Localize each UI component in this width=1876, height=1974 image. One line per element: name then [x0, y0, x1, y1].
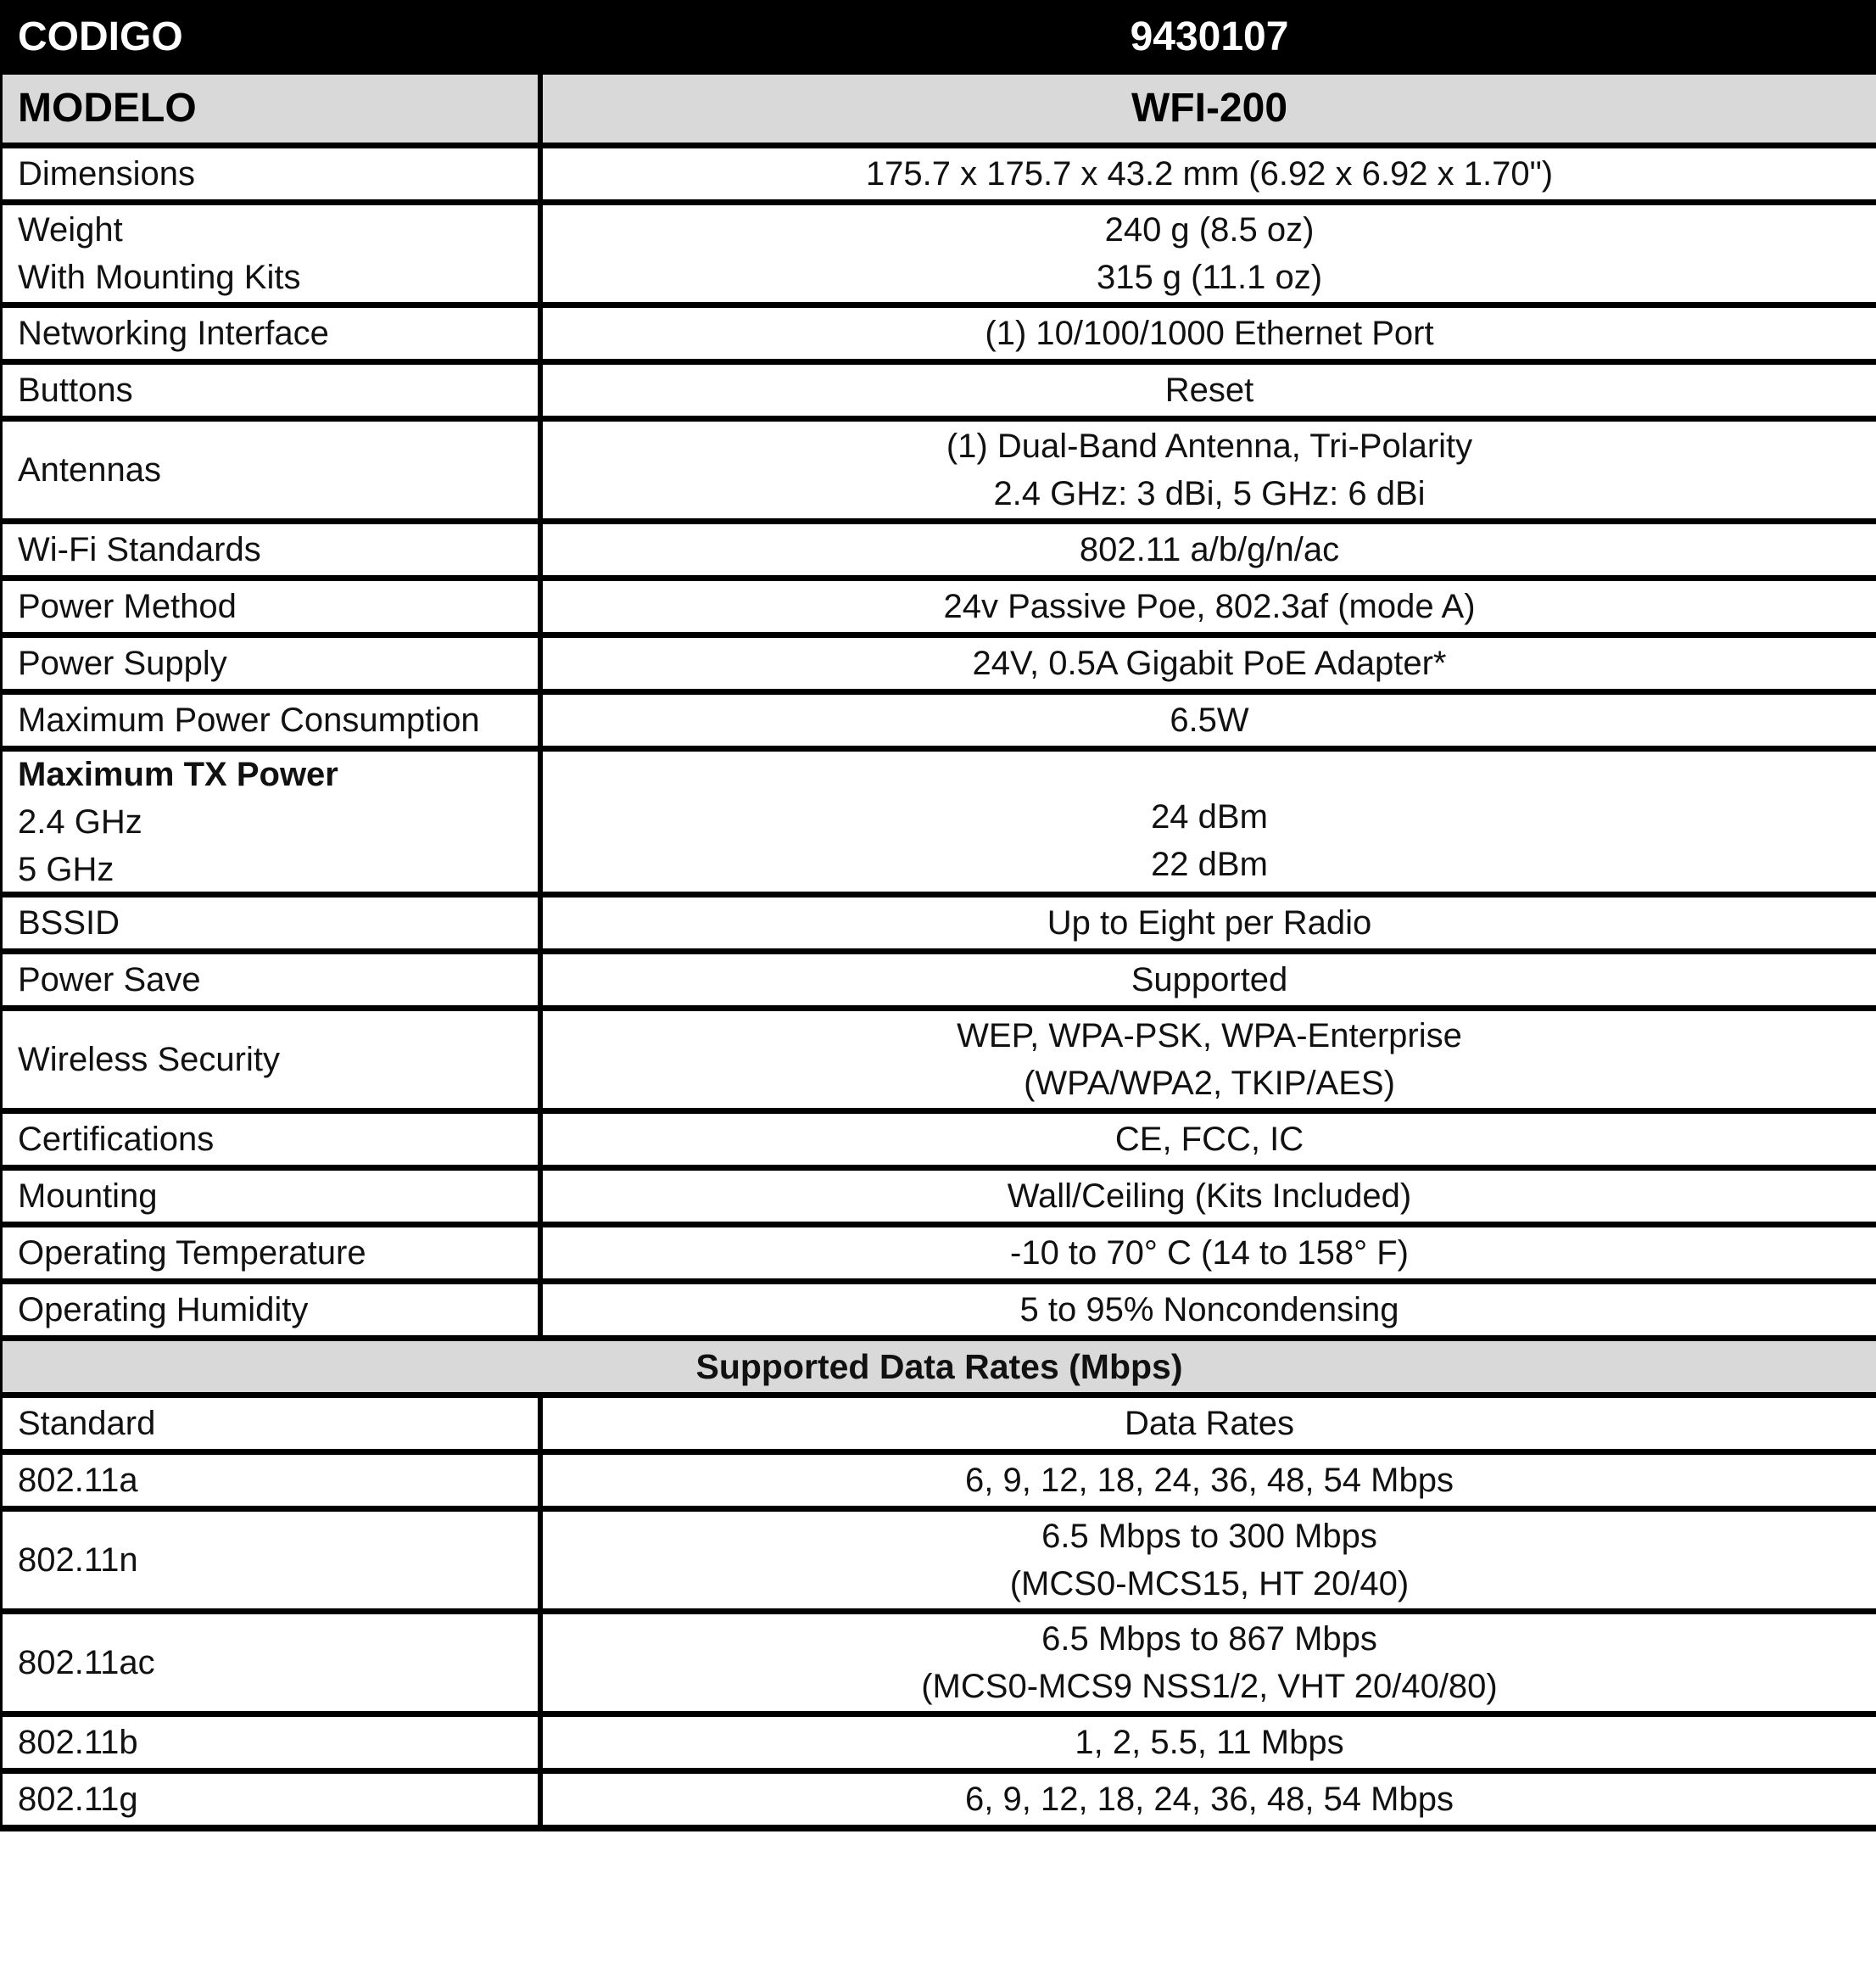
rate-label: 802.11ac: [18, 1644, 155, 1681]
rate-value-cell: [543, 1614, 1876, 1711]
spec-value: (1) Dual-Band Antenna, Tri-Polarity: [946, 428, 1473, 465]
spec-row-networking-interface: [3, 302, 1876, 359]
rate-value: (MCS0-MCS9 NSS1/2, VHT 20/40/80): [921, 1668, 1498, 1705]
rate-value: 6, 9, 12, 18, 24, 36, 48, 54 Mbps: [965, 1462, 1454, 1499]
spec-value-cell: [543, 1011, 1876, 1108]
spec-value: CE, FCC, IC: [1114, 1121, 1304, 1158]
rate-value-cell: [543, 1774, 1876, 1825]
spec-value: Reset: [1164, 372, 1254, 409]
rate-label-cell: [3, 1455, 543, 1506]
modelo-value: WFI-200: [1131, 86, 1288, 131]
spec-value-cell: [543, 1284, 1876, 1335]
spec-label-cell: [3, 524, 543, 575]
spec-label-cell: [3, 1284, 543, 1335]
rate-row-80211b: [3, 1711, 1876, 1768]
spec-label-cell: [3, 365, 543, 416]
rate-label: 802.11g: [18, 1781, 138, 1818]
spec-row-wireless-security: [3, 1005, 1876, 1108]
spec-label-cell: [3, 695, 543, 746]
spec-label-cell: [3, 954, 543, 1005]
codigo-row: [3, 0, 1876, 75]
spec-label: Wireless Security: [18, 1041, 280, 1078]
rate-value: 6.5 Mbps to 300 Mbps: [1041, 1518, 1377, 1555]
spec-label: Antennas: [18, 451, 162, 489]
rate-row-standard: [3, 1392, 1876, 1449]
spec-value: 22 dBm: [1151, 846, 1268, 883]
spec-value-cell: [543, 898, 1876, 948]
spec-row-operating-humidity: [3, 1278, 1876, 1335]
rate-row-80211g: [3, 1768, 1876, 1825]
spec-label: 2.4 GHz: [18, 802, 142, 841]
spec-label: Maximum Power Consumption: [18, 702, 480, 739]
rate-value-cell: [543, 1512, 1876, 1608]
spec-row-dimensions: [3, 143, 1876, 199]
spec-value-cell: [543, 581, 1876, 632]
spec-row-wifi-standards: [3, 518, 1876, 575]
rate-value: 6, 9, 12, 18, 24, 36, 48, 54 Mbps: [965, 1781, 1454, 1818]
spec-value-cell: [543, 148, 1876, 199]
spec-label-cell: [3, 1114, 543, 1165]
spec-value: Supported: [1131, 961, 1288, 998]
spec-label: Power Save: [18, 961, 201, 998]
spec-value: WEP, WPA-PSK, WPA-Enterprise: [957, 1017, 1462, 1054]
spec-value: (1) 10/100/1000 Ethernet Port: [985, 315, 1434, 352]
spec-label: Maximum TX Power: [18, 755, 338, 793]
spec-row-max-tx-power: [3, 746, 1876, 892]
rate-label-cell: [3, 1717, 543, 1768]
spec-row-max-power-consumption: [3, 689, 1876, 746]
spec-value-cell: [543, 1227, 1876, 1278]
rate-row-80211ac: [3, 1608, 1876, 1711]
section-title: Supported Data Rates (Mbps): [695, 1347, 1183, 1386]
spec-value: 5 to 95% Noncondensing: [1019, 1291, 1399, 1328]
spec-value: 315 g (11.1 oz): [1096, 259, 1323, 296]
codigo-value: 9430107: [1130, 14, 1289, 59]
spec-label: Power Method: [18, 588, 237, 625]
spec-label: Networking Interface: [18, 315, 329, 352]
modelo-label: MODELO: [18, 86, 197, 131]
spec-value: 24v Passive Poe, 802.3af (mode A): [943, 588, 1476, 625]
spec-label-cell: [3, 1171, 543, 1222]
spec-value-cell: [543, 695, 1876, 746]
spec-row-antennas: [3, 416, 1876, 518]
spec-label-cell: [3, 581, 543, 632]
spec-value-cell: [543, 365, 1876, 416]
spec-label: 5 GHz: [18, 850, 114, 888]
spec-label-cell: [3, 638, 543, 689]
rate-label: 802.11b: [18, 1724, 138, 1761]
spec-value: 175.7 x 175.7 x 43.2 mm (6.92 x 6.92 x 1.70"): [865, 155, 1554, 193]
spec-value-cell: [543, 752, 1876, 892]
spec-value-cell: [543, 422, 1876, 518]
rate-label-cell: [3, 1614, 543, 1711]
modelo-value-cell: [543, 75, 1876, 143]
spec-value: 24V, 0.5A Gigabit PoE Adapter*: [972, 645, 1447, 682]
rate-value-cell: [543, 1398, 1876, 1449]
spec-value-cell: [543, 638, 1876, 689]
spec-row-weight: [3, 199, 1876, 302]
codigo-value-cell: [543, 0, 1876, 75]
spec-row-power-supply: [3, 632, 1876, 689]
spec-label-cell: [3, 148, 543, 199]
spec-value: -10 to 70° C (14 to 158° F): [1010, 1234, 1409, 1272]
spec-row-operating-temperature: [3, 1222, 1876, 1278]
spec-value-cell: [543, 1114, 1876, 1165]
spec-value: (WPA/WPA2, TKIP/AES): [1024, 1065, 1395, 1102]
rate-row-80211n: [3, 1506, 1876, 1608]
rate-label-cell: [3, 1774, 543, 1825]
codigo-label: CODIGO: [18, 14, 183, 59]
spec-value-cell: [543, 1171, 1876, 1222]
spec-label: Certifications: [18, 1121, 215, 1158]
rate-label-cell: [3, 1398, 543, 1449]
spec-label: BSSID: [18, 904, 120, 942]
spec-label-cell: [3, 422, 543, 518]
modelo-label-cell: [3, 75, 543, 143]
spec-value: 24 dBm: [1151, 798, 1268, 836]
spec-label-cell: [3, 1011, 543, 1108]
spec-label: Power Supply: [18, 645, 227, 682]
spec-value-cell: [543, 954, 1876, 1005]
spec-value: Wall/Ceiling (Kits Included): [1007, 1177, 1412, 1215]
spec-label: Mounting: [18, 1177, 158, 1215]
rate-value: (MCS0-MCS15, HT 20/40): [1009, 1565, 1410, 1602]
spec-row-mounting: [3, 1165, 1876, 1222]
spec-value: 6.5W: [1170, 702, 1249, 739]
spec-value-cell: [543, 524, 1876, 575]
rate-label: Standard: [18, 1405, 156, 1442]
spec-label: Wi-Fi Standards: [18, 531, 261, 568]
rate-value: 1, 2, 5.5, 11 Mbps: [1075, 1724, 1344, 1761]
spec-label-cell: [3, 308, 543, 359]
spec-row-power-save: [3, 948, 1876, 1005]
spec-label-cell: [3, 898, 543, 948]
spec-row-certifications: [3, 1108, 1876, 1165]
spec-value: 240 g (8.5 oz): [1104, 211, 1315, 249]
rate-value-cell: [543, 1717, 1876, 1768]
spec-label: Buttons: [18, 372, 133, 409]
rate-row-80211a: [3, 1449, 1876, 1506]
spec-value: 802.11 a/b/g/n/ac: [1079, 531, 1340, 568]
codigo-label-cell: [3, 0, 543, 75]
spec-value-cell: [543, 205, 1876, 302]
rate-value-cell: [543, 1455, 1876, 1506]
spec-label: Weight: [18, 211, 123, 249]
spec-label: With Mounting Kits: [18, 259, 301, 296]
spec-label: Operating Temperature: [18, 1234, 366, 1272]
section-header-supported-data-rates: [3, 1335, 1876, 1392]
spec-value: Up to Eight per Radio: [1047, 904, 1372, 942]
rate-label-cell: [3, 1512, 543, 1608]
spec-row-bssid: [3, 892, 1876, 948]
modelo-row: [3, 75, 1876, 143]
spec-label: Dimensions: [18, 155, 195, 193]
rate-value: 6.5 Mbps to 867 Mbps: [1041, 1620, 1377, 1658]
spec-label-cell: [3, 1227, 543, 1278]
spec-value: 2.4 GHz: 3 dBi, 5 GHz: 6 dBi: [993, 475, 1426, 512]
spec-value-cell: [543, 308, 1876, 359]
spec-row-buttons: [3, 359, 1876, 416]
rate-label: 802.11a: [18, 1462, 138, 1499]
spec-label-cell: [3, 205, 543, 302]
rate-value: Data Rates: [1124, 1405, 1295, 1442]
spec-label: Operating Humidity: [18, 1291, 309, 1328]
rate-label: 802.11n: [18, 1541, 138, 1579]
spec-label-cell: [3, 752, 543, 892]
spec-row-power-method: [3, 575, 1876, 632]
